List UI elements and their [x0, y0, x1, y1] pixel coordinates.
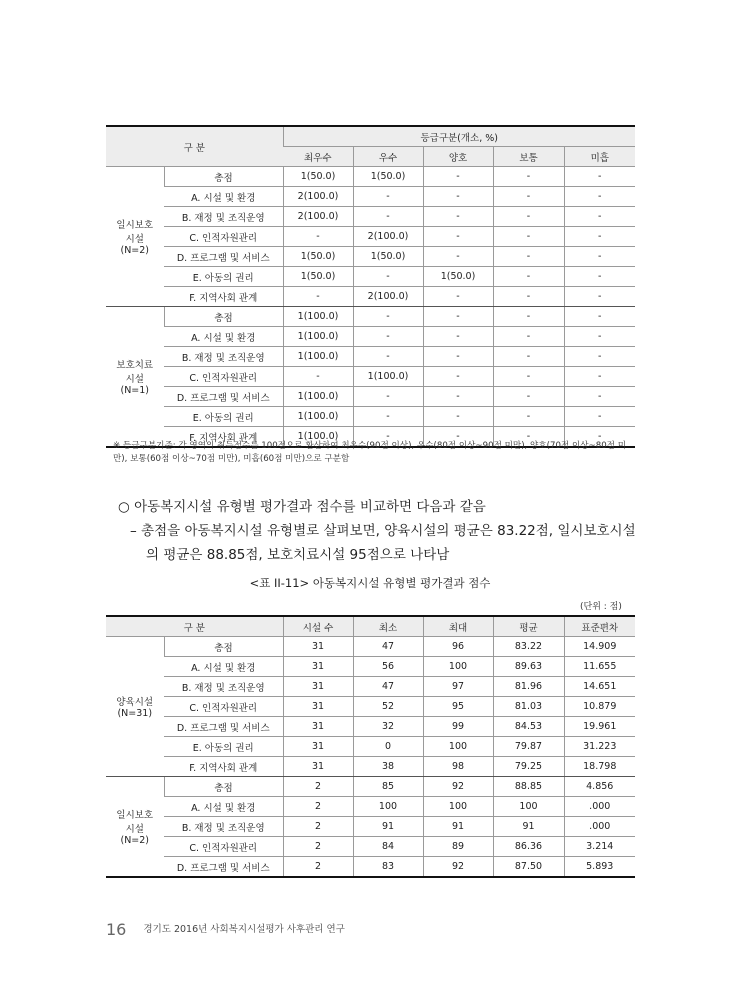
data-cell: 83: [353, 857, 423, 878]
row-item-label: B. 재정 및 조직운영: [164, 207, 283, 227]
data-cell: -: [493, 287, 564, 307]
data-cell: 1(100.0): [283, 427, 353, 448]
row-item-label: B. 재정 및 조직운영: [164, 817, 283, 837]
data-cell: 31: [283, 697, 353, 717]
data-cell: 86.36: [493, 837, 564, 857]
table-row: [106, 167, 635, 187]
data-cell: 1(50.0): [283, 247, 353, 267]
data-cell: 10.879: [564, 697, 635, 717]
group-label: 일시보호 시설 (N=2): [106, 777, 164, 878]
data-cell: -: [423, 207, 493, 227]
table-row: [106, 187, 635, 207]
data-cell: -: [564, 407, 635, 427]
data-cell: -: [353, 327, 423, 347]
table-row: [106, 307, 635, 327]
data-cell: 89: [423, 837, 493, 857]
data-cell: 31: [283, 657, 353, 677]
data-cell: 31: [283, 757, 353, 777]
table1-grade-col: 최우수: [283, 147, 353, 167]
data-cell: -: [564, 187, 635, 207]
data-cell: -: [493, 267, 564, 287]
group-label: 보호치료 시설 (N=1): [106, 307, 164, 448]
row-item-label: B. 재정 및 조직운영: [164, 677, 283, 697]
data-cell: -: [283, 227, 353, 247]
table-row: [106, 697, 635, 717]
data-cell: -: [564, 247, 635, 267]
table-row: [106, 837, 635, 857]
data-cell: -: [493, 387, 564, 407]
data-cell: -: [423, 287, 493, 307]
data-cell: 31: [283, 677, 353, 697]
data-cell: .000: [564, 797, 635, 817]
table2-header: 표준편차: [564, 616, 635, 637]
data-cell: 2(100.0): [353, 227, 423, 247]
table-row: [106, 857, 635, 878]
data-cell: 81.03: [493, 697, 564, 717]
table-row: [106, 717, 635, 737]
data-cell: -: [493, 307, 564, 327]
data-cell: 100: [423, 797, 493, 817]
row-item-label: F. 지역사회 관계: [164, 427, 283, 448]
table2-header: 최대: [423, 616, 493, 637]
row-item-label: A. 시설 및 환경: [164, 187, 283, 207]
summary-detail-line2: 의 평균은 88.85점, 보호치료시설 95점으로 나타남: [146, 547, 450, 563]
data-cell: 31: [283, 737, 353, 757]
data-cell: 1(100.0): [283, 307, 353, 327]
data-cell: -: [493, 347, 564, 367]
data-cell: 79.87: [493, 737, 564, 757]
data-cell: 2: [283, 797, 353, 817]
data-cell: -: [564, 307, 635, 327]
data-cell: .000: [564, 817, 635, 837]
table1-grade-col: 양호: [423, 147, 493, 167]
data-cell: -: [353, 307, 423, 327]
data-cell: -: [564, 427, 635, 448]
data-cell: -: [423, 407, 493, 427]
group-label: 양육시설 (N=31): [106, 637, 164, 777]
row-item-label: B. 재정 및 조직운영: [164, 347, 283, 367]
data-cell: 97: [423, 677, 493, 697]
table-row: [106, 227, 635, 247]
data-cell: 47: [353, 637, 423, 657]
data-cell: -: [564, 267, 635, 287]
page-footer: [106, 920, 345, 939]
data-cell: 2: [283, 817, 353, 837]
row-item-label: E. 아동의 권리: [164, 407, 283, 427]
data-cell: -: [564, 367, 635, 387]
table1-grade-col: 우수: [353, 147, 423, 167]
row-item-label: A. 시설 및 환경: [164, 657, 283, 677]
data-cell: 88.85: [493, 777, 564, 797]
data-cell: 96: [423, 637, 493, 657]
table-row: [106, 267, 635, 287]
data-cell: -: [423, 247, 493, 267]
row-item-label: F. 지역사회 관계: [164, 757, 283, 777]
table-row: [106, 287, 635, 307]
row-item-label: F. 지역사회 관계: [164, 287, 283, 307]
data-cell: -: [493, 167, 564, 187]
score-statistics-table: [106, 615, 635, 878]
data-cell: 2(100.0): [353, 287, 423, 307]
group-label: 일시보호 시설 (N=2): [106, 167, 164, 307]
data-cell: 31: [283, 717, 353, 737]
table2-header: 최소: [353, 616, 423, 637]
data-cell: 84: [353, 837, 423, 857]
data-cell: 100: [353, 797, 423, 817]
data-cell: -: [564, 327, 635, 347]
table-row: [106, 347, 635, 367]
row-item-label: E. 아동의 권리: [164, 267, 283, 287]
data-cell: 5.893: [564, 857, 635, 878]
table-row: [106, 407, 635, 427]
table-row: [106, 207, 635, 227]
data-cell: 2: [283, 837, 353, 857]
row-item-label: A. 시설 및 환경: [164, 797, 283, 817]
table-row: [106, 797, 635, 817]
data-cell: 0: [353, 737, 423, 757]
data-cell: -: [423, 387, 493, 407]
data-cell: 56: [353, 657, 423, 677]
summary-detail-line1: – 총점을 아동복지시설 유형별로 살펴보면, 양육시설의 평균은 83.22점, 일시보호시설: [130, 523, 636, 539]
data-cell: 18.798: [564, 757, 635, 777]
table1-body: [106, 167, 635, 448]
data-cell: -: [353, 387, 423, 407]
data-cell: 38: [353, 757, 423, 777]
table-row: [106, 817, 635, 837]
data-cell: 1(100.0): [353, 367, 423, 387]
data-cell: 1(50.0): [353, 167, 423, 187]
data-cell: 1(50.0): [283, 167, 353, 187]
data-cell: 47: [353, 677, 423, 697]
data-cell: -: [283, 287, 353, 307]
data-cell: 87.50: [493, 857, 564, 878]
table-row: [106, 737, 635, 757]
data-cell: -: [493, 207, 564, 227]
data-cell: 1(100.0): [283, 327, 353, 347]
row-item-label: E. 아동의 권리: [164, 737, 283, 757]
row-item-label: C. 인적자원관리: [164, 367, 283, 387]
row-item-label: 총점: [164, 637, 283, 657]
data-cell: 1(100.0): [283, 387, 353, 407]
data-cell: -: [353, 427, 423, 448]
data-cell: -: [564, 167, 635, 187]
data-cell: -: [423, 367, 493, 387]
row-item-label: D. 프로그램 및 서비스: [164, 247, 283, 267]
grade-distribution-table: [106, 125, 635, 448]
data-cell: 91: [353, 817, 423, 837]
footer-title: 경기도 2016년 사회복지시설평가 사후관리 연구: [143, 924, 345, 935]
data-cell: -: [283, 367, 353, 387]
data-cell: 4.856: [564, 777, 635, 797]
row-item-label: 총점: [164, 307, 283, 327]
data-cell: 31.223: [564, 737, 635, 757]
data-cell: -: [423, 307, 493, 327]
data-cell: 89.63: [493, 657, 564, 677]
data-cell: -: [423, 167, 493, 187]
data-cell: 85: [353, 777, 423, 797]
row-item-label: D. 프로그램 및 서비스: [164, 717, 283, 737]
data-cell: -: [564, 207, 635, 227]
table2-header: 시설 수: [283, 616, 353, 637]
data-cell: 91: [423, 817, 493, 837]
table1-grade-header: 등급구분(개소, %): [283, 126, 635, 147]
grade-criteria-note: ※ 등급구분기준: 각 영역의 취득점수를 100점으로 환산하여 최우수(90점 이상), 우수(80점 이상~90점 미만), 양호(70점 이상~80점 미만), 보통(60점 이상~70점 미만), 미흡(60점 미만)으로 구분함: [113, 441, 627, 464]
data-cell: 11.655: [564, 657, 635, 677]
data-cell: -: [564, 287, 635, 307]
data-cell: -: [493, 367, 564, 387]
data-cell: 99: [423, 717, 493, 737]
table-row: [106, 657, 635, 677]
data-cell: -: [353, 187, 423, 207]
data-cell: 100: [423, 657, 493, 677]
table2-header: 구 분: [106, 616, 283, 637]
page-number: 16: [106, 920, 127, 939]
table-row: [106, 247, 635, 267]
unit-label: (단위 : 점): [580, 602, 622, 612]
row-item-label: C. 인적자원관리: [164, 837, 283, 857]
row-item-label: C. 인적자원관리: [164, 227, 283, 247]
data-cell: -: [423, 427, 493, 448]
data-cell: -: [423, 327, 493, 347]
data-cell: 14.909: [564, 637, 635, 657]
row-item-label: D. 프로그램 및 서비스: [164, 387, 283, 407]
table1-grade-col: 미흡: [564, 147, 635, 167]
table2-body: [106, 637, 635, 878]
data-cell: 2: [283, 857, 353, 878]
data-cell: -: [564, 227, 635, 247]
data-cell: -: [423, 227, 493, 247]
table-row: [106, 677, 635, 697]
data-cell: 1(100.0): [283, 407, 353, 427]
data-cell: -: [353, 207, 423, 227]
table-row: [106, 777, 635, 797]
data-cell: 14.651: [564, 677, 635, 697]
data-cell: 1(50.0): [353, 247, 423, 267]
row-item-label: C. 인적자원관리: [164, 697, 283, 717]
table-row: [106, 387, 635, 407]
data-cell: 2(100.0): [283, 207, 353, 227]
table-row: [106, 757, 635, 777]
data-cell: 98: [423, 757, 493, 777]
row-item-label: 총점: [164, 777, 283, 797]
data-cell: 52: [353, 697, 423, 717]
data-cell: 100: [423, 737, 493, 757]
data-cell: 3.214: [564, 837, 635, 857]
table-caption: <표 II-11> 아동복지시설 유형별 평가결과 점수: [249, 576, 491, 590]
data-cell: -: [493, 327, 564, 347]
row-item-label: 총점: [164, 167, 283, 187]
data-cell: 32: [353, 717, 423, 737]
data-cell: -: [564, 347, 635, 367]
table1-group-header: 구 분: [106, 126, 283, 167]
data-cell: -: [353, 407, 423, 427]
data-cell: 1(50.0): [283, 267, 353, 287]
data-cell: 91: [493, 817, 564, 837]
data-cell: 2(100.0): [283, 187, 353, 207]
data-cell: -: [493, 187, 564, 207]
table-row: [106, 327, 635, 347]
data-cell: 83.22: [493, 637, 564, 657]
table-row: [106, 367, 635, 387]
data-cell: -: [353, 347, 423, 367]
data-cell: -: [423, 347, 493, 367]
data-cell: 92: [423, 857, 493, 878]
table2-header: 평균: [493, 616, 564, 637]
data-cell: -: [493, 427, 564, 448]
data-cell: -: [423, 187, 493, 207]
data-cell: 95: [423, 697, 493, 717]
data-cell: 84.53: [493, 717, 564, 737]
data-cell: 92: [423, 777, 493, 797]
data-cell: 1(50.0): [423, 267, 493, 287]
data-cell: -: [493, 407, 564, 427]
table-row: [106, 637, 635, 657]
data-cell: 31: [283, 637, 353, 657]
data-cell: 100: [493, 797, 564, 817]
summary-bullet: ○ 아동복지시설 유형별 평가결과 점수를 비교하면 다음과 같음: [118, 499, 486, 515]
data-cell: -: [493, 247, 564, 267]
row-item-label: D. 프로그램 및 서비스: [164, 857, 283, 878]
data-cell: -: [564, 387, 635, 407]
data-cell: 81.96: [493, 677, 564, 697]
data-cell: 2: [283, 777, 353, 797]
data-cell: 19.961: [564, 717, 635, 737]
summary-detail: [130, 519, 640, 567]
table1-grade-col: 보통: [493, 147, 564, 167]
data-cell: -: [353, 267, 423, 287]
data-cell: -: [493, 227, 564, 247]
data-cell: 1(100.0): [283, 347, 353, 367]
data-cell: 79.25: [493, 757, 564, 777]
row-item-label: A. 시설 및 환경: [164, 327, 283, 347]
